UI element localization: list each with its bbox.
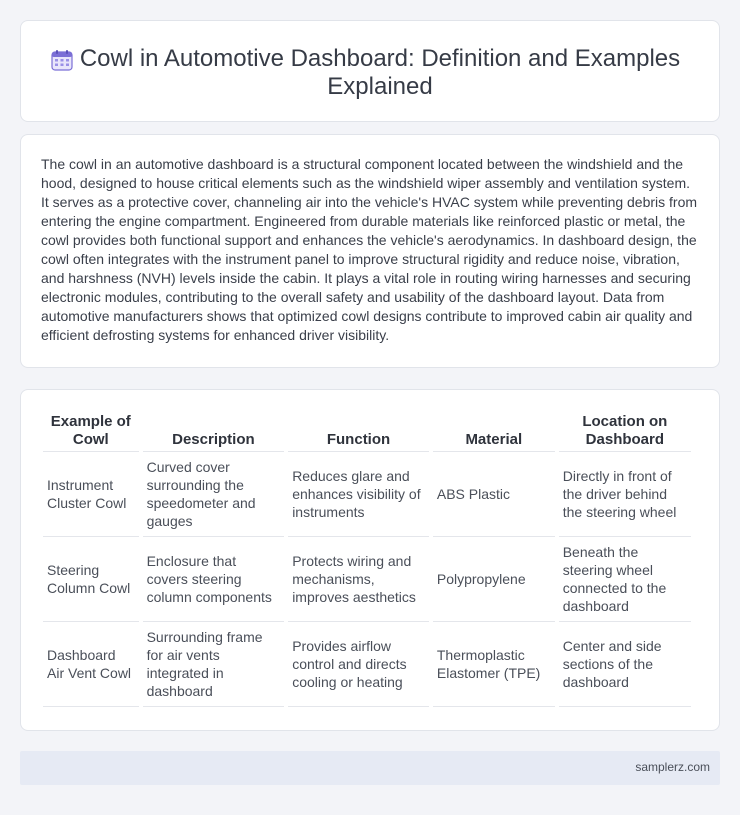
table-cell-location: Center and side sections of the dashboard bbox=[559, 622, 691, 707]
table-cell-description: Surrounding frame for air vents integrated in dashboard bbox=[143, 622, 285, 707]
table-cell-material: Polypropylene bbox=[433, 537, 555, 622]
table-row bbox=[43, 537, 691, 622]
table-cell-location: Directly in front of the driver behind the steering wheel bbox=[559, 452, 691, 537]
intro-card bbox=[20, 134, 720, 368]
table-cell-material: ABS Plastic bbox=[433, 452, 555, 537]
column-header-description: Description bbox=[143, 412, 285, 452]
table-cell-location: Beneath the steering wheel connected to the dashboard bbox=[559, 537, 691, 622]
page-title: Cowl in Automotive Dashboard: Definition and Examples Explained bbox=[79, 45, 681, 100]
table-cell-example: Instrument Cluster Cowl bbox=[43, 452, 139, 537]
table-cell-example: Dashboard Air Vent Cowl bbox=[43, 622, 139, 707]
table-header-row bbox=[43, 412, 691, 452]
table-cell-function: Reduces glare and enhances visibility of instruments bbox=[288, 452, 429, 537]
table-cell-example: Steering Column Cowl bbox=[43, 537, 139, 622]
footer-site-link[interactable]: samplerz.com bbox=[635, 760, 710, 774]
table-cell-material: Thermoplastic Elastomer (TPE) bbox=[433, 622, 555, 707]
table-cell-function: Provides airflow control and directs cooling or heating bbox=[288, 622, 429, 707]
column-header-material: Material bbox=[433, 412, 555, 452]
intro-paragraph: The cowl in an automotive dashboard is a structural component located between the windshield and the hood, designed to house critical elements such as the windshield wiper assembly and ventilation system. It serves as a protective cover, channeling air into the vehicle's HVAC system while preventing debris from entering the engine compartment. Engineered from durable materials like reinforced plastic or metal, the cowl provides both functional support and enhances the vehicle's aerodynamics. In dashboard design, the cowl often integrates with the instrument panel to improve structural rigidity and reduce noise, vibration, and harshness (NVH) levels inside the cabin. It plays a vital role in routing wiring harnesses and securing electronic modules, contributing to the overall safety and usability of the dashboard layout. Data from automotive manufacturers shows that optimized cowl designs contribute to improved cabin air quality and efficient defrosting systems for enhanced driver visibility. bbox=[41, 156, 698, 343]
column-header-example: Example of Cowl bbox=[43, 412, 139, 452]
table-row bbox=[43, 622, 691, 707]
footer-bar bbox=[20, 751, 720, 785]
header-card bbox=[20, 20, 720, 122]
column-header-function: Function bbox=[288, 412, 429, 452]
table-row bbox=[43, 452, 691, 537]
cowl-examples-table bbox=[39, 412, 695, 707]
table-cell-description: Curved cover surrounding the speedometer and gauges bbox=[143, 452, 285, 537]
table-cell-description: Enclosure that covers steering column components bbox=[143, 537, 285, 622]
column-header-location: Location on Dashboard bbox=[559, 412, 691, 452]
table-cell-function: Protects wiring and mechanisms, improves aesthetics bbox=[288, 537, 429, 622]
table-card bbox=[20, 389, 720, 731]
